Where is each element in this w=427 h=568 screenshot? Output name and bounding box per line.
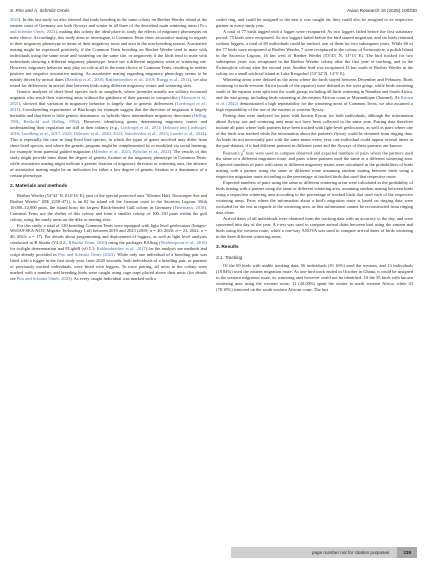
body-text: Pearson's χ [223, 150, 243, 156]
body-text: ) for the analysis see methods and script already provided in [10, 246, 207, 258]
body-text: Riether Werder (54°42′ N, 014°16′ E), part of the special protected area "Kleines Haff, Neuwarper See and Riether Werder" (DE_2250-471), is an 82 ha island off the German coast in the Szczecin Lagoon. With 10,000–12,000 pairs, the island hosts the largest Black-headed Gull colony in Germany ( [10, 192, 207, 210]
paragraph-expected-wintering [216, 180, 413, 216]
body-text: ; [122, 130, 125, 136]
body-text: ). Common Terns use the shelter of this colony and form a smaller colony of 100–150 pairs within the gull colony, using the sandy areas on the dike as nesting sites. [10, 204, 207, 222]
italic-n: n [175, 228, 178, 234]
page-footer [0, 547, 427, 561]
citation-link[interactable]: Piro and Schmitz Ornés, 2023 [10, 22, 207, 34]
citation-link[interactable]: Rakhimberdiev et al., 2017 [96, 246, 146, 252]
superscript: 2 [242, 148, 245, 153]
body-text: ; [167, 130, 171, 136]
body-text: Expected numbers of pairs using the same or different wintering areas were calculated as the probability of birds mating with a partner using the same or different wintering area, assuming random mating between birds using a respective wintering area according to the percentage of tracked birds that used each of the respective wintering areas. Pairs where the information about a bird's migration route is based on ringing data were excluded for the test in regards to the wintering area, as this information cannot be reconstructed from ringing data alone. [216, 180, 413, 215]
citation-link[interactable]: Piro and Schmitz Ornés, 2023 [16, 276, 71, 282]
citation-link[interactable]: Liedvogel et al., 2011 [10, 100, 207, 112]
body-text: = 17). For details about programming and deployment of loggers, as well as light level analyses conducted in R Studio (V4.0.2., [10, 234, 208, 246]
footer-note: page number not for citation purposes [231, 547, 397, 558]
body-text: Arrival dates of all individuals were obtained from the tracking data with an accuracy to the day, and were converted into day of the year. A t-test was used to compare arrival dates between bird using the eastern and birds using the western route, while a one-way ANOVA was used to compare arrival dates of birds wintering in the three different wintering areas. [216, 215, 413, 239]
running-head-journal: Avian Research 16 (2025) 100230 [347, 8, 417, 13]
paragraph-intro-continued [10, 17, 207, 89]
citation-link[interactable]: Åkesson et al., 2021 [10, 94, 207, 106]
page-number: 239 [397, 547, 417, 558]
body-text: ). As every caught individual was marked with a [70, 276, 157, 282]
section-heading-results: 3. Results [216, 244, 239, 250]
citation-link[interactable]: Delmore et al., 2020, 2023 [73, 130, 123, 136]
section-heading-methods: 2. Materials and methods [10, 183, 68, 189]
citation-link[interactable]: Rakhimberdiev et al., 2019 [105, 76, 155, 82]
subsection-heading-tracking: 3.1. Tracking [216, 254, 243, 260]
italic-n: n [149, 228, 153, 234]
body-text: Pairing data were analyzed for pairs with known flyway for both individuals, although the information about flyway use and wintering area must not have been collected in the same year. Pairing data therefore include all pairs where both partners have been tracked with light-level geolocators, as well as pairs where one of the birds was tracked while the information about the partner's flyway could be obtained from ringing data. As birds do not necessarily pair with the same mates every year, one individual could appear several times in the pair-dataset, if it had different partners in different years and the flyways of these partners are known. [216, 112, 413, 148]
italic-n: n [200, 228, 204, 234]
right-column [216, 17, 413, 293]
italic-n: n [28, 234, 31, 240]
paragraph-pairing-data [216, 113, 413, 149]
body-text: ; [18, 130, 22, 136]
body-text: ), we also tested for differences in arrival date between birds using different migratory routes and wintering sites. [10, 76, 208, 88]
citation-link[interactable]: 2022 [10, 17, 19, 22]
citation-link[interactable]: Méndez et al., 2021 [93, 148, 131, 154]
citation-link[interactable]: Kürten et al. (2022) [216, 94, 413, 106]
body-text: ). However, identifying genes determining migratory routes and understanding their regulation are still in their infancy (e.g., [10, 118, 208, 130]
citation-link[interactable]: Ruegg et al., 2012 [156, 76, 190, 82]
body-text: coded ring, and could be assigned to the nest it was caught on, they could also be assigned to its respective partner in every study year. [216, 17, 413, 28]
running-head [10, 7, 417, 15]
body-text: A total of 77 birds tagged with a logger were recaptured. As two loggers failed before the first stationary period, 75 birds were recaptured. As two loggers failed before the bird started migration, and six birds returned without loggers, a total of 69 individuals could be tracked, one of them for two subsequent years. While 66 of the 77 birds were recaptured at Riether Werder, 7 were recaptured in the colony of Świnoujście, a polish Island in the Szczecin Lagoon, 16 km west of Riether Werder (53°45′ N, 14°13′ E). The bird tracked for two subsequent years was recaptured in the Riether Werder colony after the first year of tracking, and in the Świnoujście colony after the second year. Another bird was recaptured 23 km south of Riether Werder in the colony on a small artificial island at Lake Krugsdorf (53°32′ N, 14°5′ E). [216, 28, 413, 76]
footer-box [231, 547, 417, 558]
body-text: Genetic analyses of short-lived species such as songbirds, where juveniles usually are solitary nocturnal migrants who reach their wintering areas without the guidance of their parents or conspecifics ( [10, 88, 207, 100]
body-text: Of the 69 birds with usable tracking data, 56 individuals (81.16%) used the western, and 13 individuals (18.84%) used the eastern migration route. As one bird track ended in October in Ghana, it could be assigned to the western migration route, its wintering area however could not be identified. Of the 55 birds with known wintering area using the western route, 11 (20.00%) spent the winter in north western Africa, while 43 (78.18%) wintered on the south western African coast. The last [216, 262, 413, 292]
paragraph-ring-assignment [216, 17, 413, 29]
body-text: ). The results of this study might provide hints about the degree of genetic fixation of the migratory phenotype in Common Terns: while assortative mating might indicate a genetic fixation of migratory direction or wintering area, the absence of assortative mating might be an indication for either a low degree of genetic fixation or a dominance of a certain phenotype. [10, 148, 207, 178]
paragraph-tracking-results [216, 263, 413, 293]
citation-link[interactable]: Lundberg et al., 2017, 2023 [21, 130, 72, 136]
body-text: ). Crossbreeding experiments of Blackcaps for example suggest that the direction of migration is largely heritable and that there is little genetic dominance, as hybrids show intermediate migratory directions ( [10, 106, 207, 118]
citation-link[interactable]: Berthold and Helbig, 1992 [23, 118, 78, 124]
left-column [10, 17, 207, 282]
body-text: ). This is especially the case in long-lived bird species, in which the types of genes involved may differ from short-lived species, and where the genetic program might be complemented by or modified via social learning, for example from parental guided migration ( [10, 130, 208, 154]
body-text: tests were used to compare observed and expected numbers of pairs where the partners used the same or a different migration route, and pairs where partners used the same or a different wintering area. Expected numbers of pairs with same or different migratory routes were calculated as the probabilities of birds mating with a partner using the same or different route assuming random mating between birds using a respective migration route according to the percentage of tracked birds that used that respective route. [216, 150, 413, 180]
citation-link[interactable]: RStudio Team, 2020 [68, 240, 106, 246]
citation-link[interactable]: Louder et al., 2024 [170, 130, 205, 136]
paragraph-recaptures [216, 29, 413, 77]
body-text: ) using the packages BAStag ( [105, 240, 161, 246]
body-text: demonstrated a high repeatability for the wintering areas of Common Terns, we also assumed a high repeatability of the use of the eastern or western flyway. [216, 100, 413, 112]
body-text: ; [160, 124, 164, 130]
paragraph-genetics [10, 89, 207, 179]
body-text: ). In this last study we also showed that birds breeding in the same colony on Riether Werder island at the eastern coast of Germany use both flyways and winter in all three of the described main wintering areas ( [10, 17, 207, 28]
citation-link[interactable]: Byholm et al., 2022 [132, 148, 170, 154]
body-text: ) for twilight determination and FLightR (v0.5.1; [10, 240, 207, 252]
citation-link[interactable]: Delmore and Liedvogel, 2016 [10, 124, 208, 136]
body-text: ; [154, 76, 157, 82]
body-text: = 23, 2022: [177, 228, 201, 234]
citation-link[interactable]: Herrmann, 2018 [174, 204, 205, 210]
citation-link[interactable]: Liedvogel et al., 2011 [120, 124, 161, 130]
paragraph-study-site [10, 193, 207, 223]
body-text: For this study, a total of 120 breeding Common Terns were equipped with light level geolocators (Intigeo-W65A9-SEA-NOT, Migrate Technology Ltd) between 2019 and 2023 (2019: [10, 222, 207, 234]
citation-link[interactable]: Sokolovskis et al., 2023 [124, 130, 168, 136]
paragraph-tracking-methods [10, 223, 207, 283]
body-text: Wintering areas were defined as the areas where the birds stayed between December and February. Birds wintering in north-western Africa (south of the equator) were defined as the west group, while birds wintering south of the equator were split into the south group, including all birds wintering in Namibia and South Africa, and the east group, including birds wintering at the eastern African coast or Mozambique Channel). As [216, 76, 413, 100]
body-text: . While only one individual of a breeding pair was fitted with a logger in the first study year, from 2020 onwards, both individuals of a breeding pair, or partners of previously tracked individuals, were fitted with loggers. To trace pairing, all nests in the colony were marked with a number, and breeding birds were caught using cage traps placed above their nests (for details see [10, 252, 207, 282]
citation-link[interactable]: Bearhop et al., 2005 [66, 76, 103, 82]
citation-link[interactable]: Helbig, 1991 [10, 112, 207, 124]
citation-link[interactable]: Wotherspoon et al., 2016 [160, 240, 206, 246]
paragraph-wintering-areas [216, 77, 413, 113]
running-head-authors: S. Piro and A. Schmitz Ornés [10, 8, 70, 13]
body-text: ; [102, 76, 106, 82]
citation-link[interactable]: Piro and Schmitz Ornés (2023) [58, 252, 115, 258]
body-text: ), showed that variation in migratory behavior is largely due to genetic differences ( [18, 100, 177, 106]
body-text: ; [130, 148, 133, 154]
paragraph-chi-square [216, 149, 413, 180]
body-text: ; [71, 130, 74, 136]
body-text: = 40, 2023: [10, 228, 207, 240]
paragraph-arrival-dates [216, 216, 413, 240]
body-text: ), making this colony the ideal place to study the effects of migratory phenotypes on mate choice. Accordingly, this study aims to investigate, if Common Terns show assortative mating in regards to their migratory phenotype in terms of their migratory route and area in the non-breeding season. Assortative mating might be expressed positively, if the Common Terns breeding on Riether Werder tend to mate with individuals using the same route and wintering on the same site, or negatively if the birds tend to mate with individuals showing a different migratory phenotype, hence use a different migratory route or wintering site. However, migratory behavior may play no role at all in the mate choice of Common Terns, resulting in neither positive nor negative assortative mating. As assortative mating regarding migratory phenology seems to be mainly driven by arrival dates ( [10, 28, 207, 82]
body-text: = 40, 2020: [152, 228, 176, 234]
body-text: ; [18, 118, 24, 124]
